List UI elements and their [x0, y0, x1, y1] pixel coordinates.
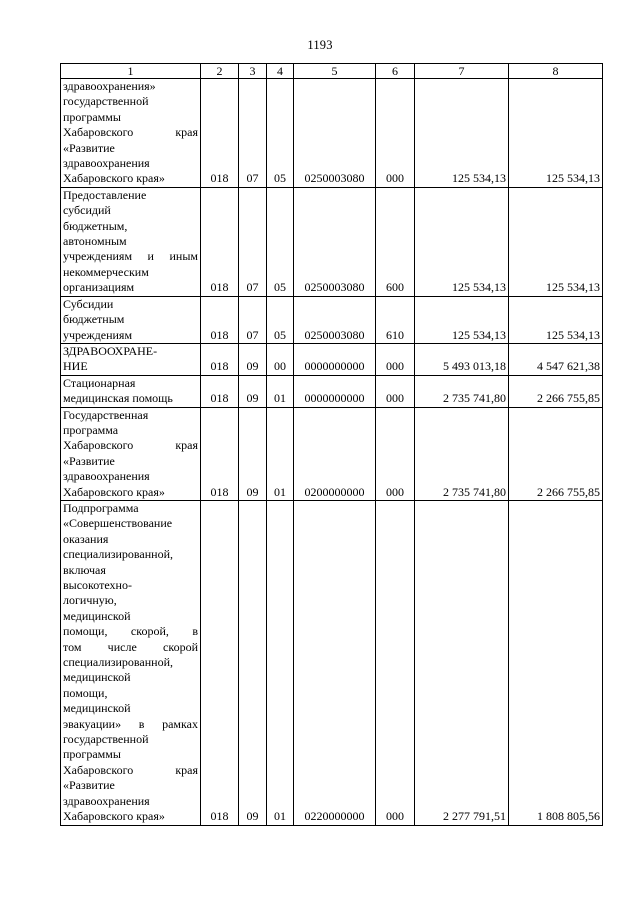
header-col-4: 4 [267, 64, 294, 79]
amount-col7-cell: 2 735 741,80 [415, 407, 509, 500]
row-name-line: учреждениям и иным [63, 249, 198, 264]
table-row [61, 296, 603, 343]
subsection-code-cell: 05 [267, 187, 294, 296]
row-name-line: включая [63, 562, 106, 577]
subsection-code-cell: 00 [267, 343, 294, 375]
ministry-code-cell: 018 [201, 187, 239, 296]
row-name-line: оказания [63, 531, 109, 546]
row-name-line: Подпрограмма [63, 500, 139, 515]
section-code-cell: 07 [239, 296, 267, 343]
table-row [61, 407, 603, 500]
row-name-line: программы [63, 109, 121, 124]
row-name-cell [61, 375, 201, 407]
budget-table [60, 63, 603, 826]
row-name-line: здравоохранения [63, 793, 150, 808]
target-article-cell: 0220000000 [294, 500, 376, 825]
row-name-line: «Развитие [63, 140, 115, 155]
row-name-line: учреждениям [63, 327, 133, 342]
target-article-cell: 0200000000 [294, 407, 376, 500]
row-name-line: здравоохранения [63, 469, 150, 484]
header-col-1: 1 [61, 64, 201, 79]
row-name-line: автономным [63, 234, 127, 249]
expense-type-cell: 000 [376, 407, 415, 500]
subsection-code-cell: 01 [267, 500, 294, 825]
row-name-line: некоммерческим [63, 264, 149, 279]
row-name-line: эвакуации» в рамках [63, 716, 198, 731]
row-name-line: Хабаровского края [63, 762, 198, 777]
row-name-line: помощи, скорой, в [63, 624, 198, 639]
row-name-cell [61, 187, 201, 296]
row-name-cell [61, 79, 201, 188]
section-code-cell: 09 [239, 343, 267, 375]
amount-col7-cell: 125 534,13 [415, 79, 509, 188]
expense-type-cell: 610 [376, 296, 415, 343]
row-name-line: помощи, [63, 685, 108, 700]
header-col-3: 3 [239, 64, 267, 79]
table-row [61, 187, 603, 296]
amount-col8-cell: 125 534,13 [509, 296, 603, 343]
target-article-cell: 0000000000 [294, 343, 376, 375]
section-code-cell: 07 [239, 79, 267, 188]
row-name-line: медицинской [63, 608, 131, 623]
amount-col7-cell: 125 534,13 [415, 296, 509, 343]
row-name-line: здравоохранения [63, 156, 150, 171]
row-name-line: логичную, [63, 593, 117, 608]
header-col-5: 5 [294, 64, 376, 79]
row-name-line: Хабаровского края» [63, 484, 165, 499]
target-article-cell: 0250003080 [294, 79, 376, 188]
amount-col7-cell: 2 277 791,51 [415, 500, 509, 825]
subsection-code-cell: 01 [267, 407, 294, 500]
amount-col8-cell: 2 266 755,85 [509, 407, 603, 500]
amount-col7-cell: 2 735 741,80 [415, 375, 509, 407]
ministry-code-cell: 018 [201, 407, 239, 500]
target-article-cell: 0250003080 [294, 296, 376, 343]
row-name-line: бюджетным [63, 312, 125, 327]
row-name-line: программы [63, 747, 121, 762]
table-row [61, 500, 603, 825]
row-name-line: «Развитие [63, 778, 115, 793]
header-col-2: 2 [201, 64, 239, 79]
row-name-line: медицинской [63, 701, 131, 716]
table-row [61, 375, 603, 407]
row-name-line: Хабаровского края» [63, 809, 165, 824]
row-name-line: организациям [63, 280, 135, 295]
subsection-code-cell: 01 [267, 375, 294, 407]
header-col-8: 8 [509, 64, 603, 79]
table-row [61, 79, 603, 188]
row-name-line: государственной [63, 732, 149, 747]
row-name-line: «Развитие [63, 453, 115, 468]
row-name-line: Хабаровского края [63, 125, 198, 140]
row-name-line: ЗДРАВООХРАНЕ- [63, 343, 158, 358]
amount-col7-cell: 5 493 013,18 [415, 343, 509, 375]
row-name-line: Хабаровского края [63, 438, 198, 453]
ministry-code-cell: 018 [201, 296, 239, 343]
row-name-line: медицинская помощь [63, 391, 173, 406]
expense-type-cell: 600 [376, 187, 415, 296]
header-row [61, 64, 603, 79]
subsection-code-cell: 05 [267, 296, 294, 343]
header-col-6: 6 [376, 64, 415, 79]
row-name-line: Субсидии [63, 296, 114, 311]
amount-col8-cell: 4 547 621,38 [509, 343, 603, 375]
row-name-line: «Совершенствование [63, 516, 173, 531]
row-name-line: медицинской [63, 670, 131, 685]
table-row [61, 343, 603, 375]
row-name-line: Стационарная [63, 375, 136, 390]
section-code-cell: 07 [239, 187, 267, 296]
row-name-cell [61, 407, 201, 500]
row-name-line: бюджетным, [63, 218, 128, 233]
ministry-code-cell: 018 [201, 79, 239, 188]
target-article-cell: 0250003080 [294, 187, 376, 296]
table-body [61, 79, 603, 826]
row-name-line: специализированной, [63, 547, 174, 562]
section-code-cell: 09 [239, 375, 267, 407]
row-name-line: Предоставление [63, 187, 147, 202]
row-name-line: здравоохранения» [63, 79, 156, 93]
section-code-cell: 09 [239, 407, 267, 500]
row-name-cell [61, 296, 201, 343]
row-name-line: программа [63, 422, 119, 437]
row-name-line: государственной [63, 94, 149, 109]
ministry-code-cell: 018 [201, 500, 239, 825]
ministry-code-cell: 018 [201, 375, 239, 407]
amount-col7-cell: 125 534,13 [415, 187, 509, 296]
row-name-line: высокотехно- [63, 578, 132, 592]
subsection-code-cell: 05 [267, 79, 294, 188]
target-article-cell: 0000000000 [294, 375, 376, 407]
row-name-line: субсидий [63, 203, 111, 218]
row-name-line: специализированной, [63, 655, 174, 670]
amount-col8-cell: 125 534,13 [509, 187, 603, 296]
row-name-line: НИЕ [63, 359, 88, 374]
amount-col8-cell: 1 808 805,56 [509, 500, 603, 825]
expense-type-cell: 000 [376, 500, 415, 825]
row-name-line: том числе скорой [63, 639, 198, 654]
ministry-code-cell: 018 [201, 343, 239, 375]
row-name-line: Государственная [63, 407, 149, 422]
amount-col8-cell: 125 534,13 [509, 79, 603, 188]
expense-type-cell: 000 [376, 375, 415, 407]
row-name-cell [61, 500, 201, 825]
row-name-line: Хабаровского края» [63, 171, 165, 186]
amount-col8-cell: 2 266 755,85 [509, 375, 603, 407]
expense-type-cell: 000 [376, 79, 415, 188]
expense-type-cell: 000 [376, 343, 415, 375]
page-number: 1193 [307, 38, 333, 52]
row-name-cell [61, 343, 201, 375]
header-col-7: 7 [415, 64, 509, 79]
section-code-cell: 09 [239, 500, 267, 825]
